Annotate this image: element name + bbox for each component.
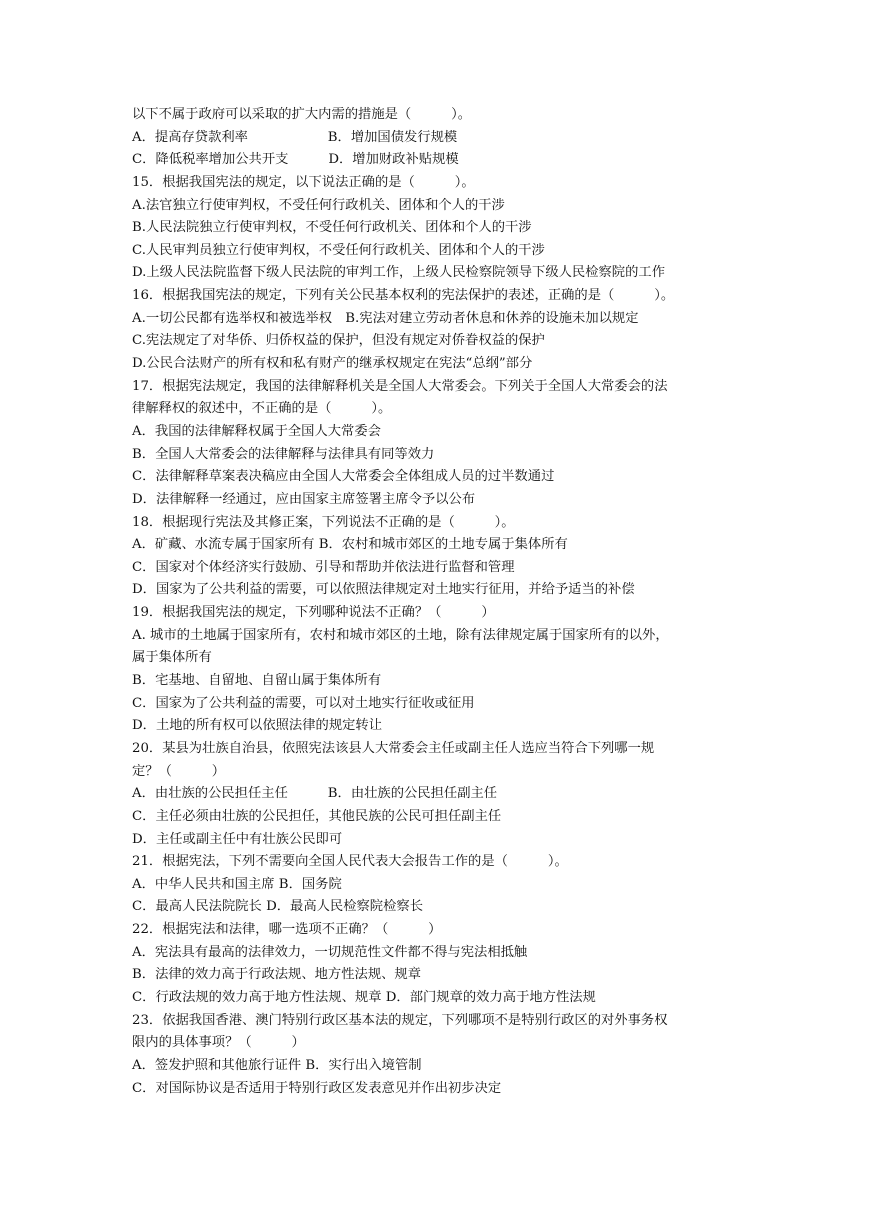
text-line: D．国家为了公共利益的需要，可以依照法律规定对土地实行征用，并给予适当的补偿 xyxy=(132,582,635,598)
text-line: C．行政法规的效力高于地方性法规、规章 D．部门规章的效力高于地方性法规 xyxy=(132,989,596,1005)
text-line: D．主任或副主任中有壮族公民即可 xyxy=(132,831,343,847)
text-line: C．主任必须由壮族的公民担任，其他民族的公民可担任副主任 xyxy=(132,808,502,824)
text-line: C．国家为了公共利益的需要，可以对土地实行征收或征用 xyxy=(132,695,475,711)
text-line: C．国家对个体经济实行鼓励、引导和帮助并依法进行监督和管理 xyxy=(132,559,515,575)
text-line: 限内的具体事项？（ ） xyxy=(132,1035,305,1051)
text-line: A．由壮族的公民担任主任 B．由壮族的公民担任副主任 xyxy=(132,786,498,802)
text-line: A. 城市的土地属于国家所有，农村和城市郊区的土地，除有法律规定属于国家所有的以外， xyxy=(132,627,669,643)
text-line: C．法律解释草案表决稿应由全国人大常委会全体组成人员的过半数通过 xyxy=(132,469,555,485)
text-line: D.公民合法财产的所有权和私有财产的继承权规定在宪法“总纲”部分 xyxy=(132,356,533,372)
text-line: A．中华人民共和国主席 B．国务院 xyxy=(132,876,342,892)
text-line: A．提高存贷款利率 B．增加国债发行规模 xyxy=(132,129,458,145)
text-line: 定？（ ） xyxy=(132,763,226,779)
text-line: 18．根据现行宪法及其修正案，下列说法不正确的是（ ）。 xyxy=(132,514,515,530)
text-line: A．宪法具有最高的法律效力，一切规范性文件都不得与宪法相抵触 xyxy=(132,944,528,960)
text-line: D．土地的所有权可以依照法律的规定转让 xyxy=(132,718,383,734)
text-line: C．对国际协议是否适用于特别行政区发表意见并作出初步决定 xyxy=(132,1080,502,1096)
text-line: D．法律解释一经通过，应由国家主席签署主席令予以公布 xyxy=(132,491,476,507)
text-line: B．宅基地、自留地、自留山属于集体所有 xyxy=(132,673,382,689)
text-line: 属于集体所有 xyxy=(132,650,212,666)
text-line: B.人民法院独立行使审判权，不受任何行政机关、团体和个人的干涉 xyxy=(132,220,532,236)
text-line: C．降低税率增加公共开支 D．增加财政补贴规模 xyxy=(132,152,459,168)
text-line: B．法律的效力高于行政法规、地方性法规、规章 xyxy=(132,967,422,983)
text-line: 20．某县为壮族自治县，依照宪法该县人大常委会主任或副主任人选应当符合下列哪一规 xyxy=(132,740,655,756)
text-line: 17．根据宪法规定，我国的法律解释机关是全国人大常委会。下列关于全国人大常委会的法 xyxy=(132,378,668,394)
text-line: 以下不属于政府可以采取的扩大内需的措施是（ ）。 xyxy=(132,107,472,122)
text-line: C．最高人民法院院长 D．最高人民检察院检察长 xyxy=(132,899,423,915)
text-line: A．我国的法律解释权属于全国人大常委会 xyxy=(132,423,381,439)
text-line: 律解释权的叙述中，不正确的是（ ）。 xyxy=(132,401,392,417)
text-line: A.一切公民都有选举权和被选举权 B.宪法对建立劳动者休息和休养的设施未加以规定 xyxy=(132,310,639,326)
text-line: 19．根据我国宪法的规定，下列哪种说法不正确？（ ） xyxy=(132,605,495,621)
text-line: 15．根据我国宪法的规定，以下说法正确的是（ ）。 xyxy=(132,174,475,190)
text-line: 21．根据宪法，下列不需要向全国人民代表大会报告工作的是（ ）。 xyxy=(132,854,568,870)
text-line: 16．根据我国宪法的规定，下列有关公民基本权利的宪法保护的表述，正确的是（ ）。 xyxy=(132,288,675,304)
text-line: A．矿藏、水流专属于国家所有 B．农村和城市郊区的土地专属于集体所有 xyxy=(132,537,568,553)
text-line: A．签发护照和其他旅行证件 B．实行出入境管制 xyxy=(132,1057,422,1073)
text-line: A.法官独立行使审判权，不受任何行政机关、团体和个人的干涉 xyxy=(132,197,505,213)
document-body xyxy=(132,104,752,1100)
text-line: 23．依据我国香港、澳门特别行政区基本法的规定，下列哪项不是特别行政区的对外事务权 xyxy=(132,1012,668,1028)
text-line: D.上级人民法院监督下级人民法院的审判工作，上级人民检察院领导下级人民检察院的工作 xyxy=(132,265,665,281)
text-line: B．全国人大常委会的法律解释与法律具有同等效力 xyxy=(132,446,435,462)
text-line: 22．根据宪法和法律，哪一选项不正确？（ ） xyxy=(132,922,442,938)
text-line: C.宪法规定了对华侨、归侨权益的保护，但没有规定对侨眷权益的保护 xyxy=(132,333,545,349)
text-line: C.人民审判员独立行使审判权，不受任何行政机关、团体和个人的干涉 xyxy=(132,242,545,258)
